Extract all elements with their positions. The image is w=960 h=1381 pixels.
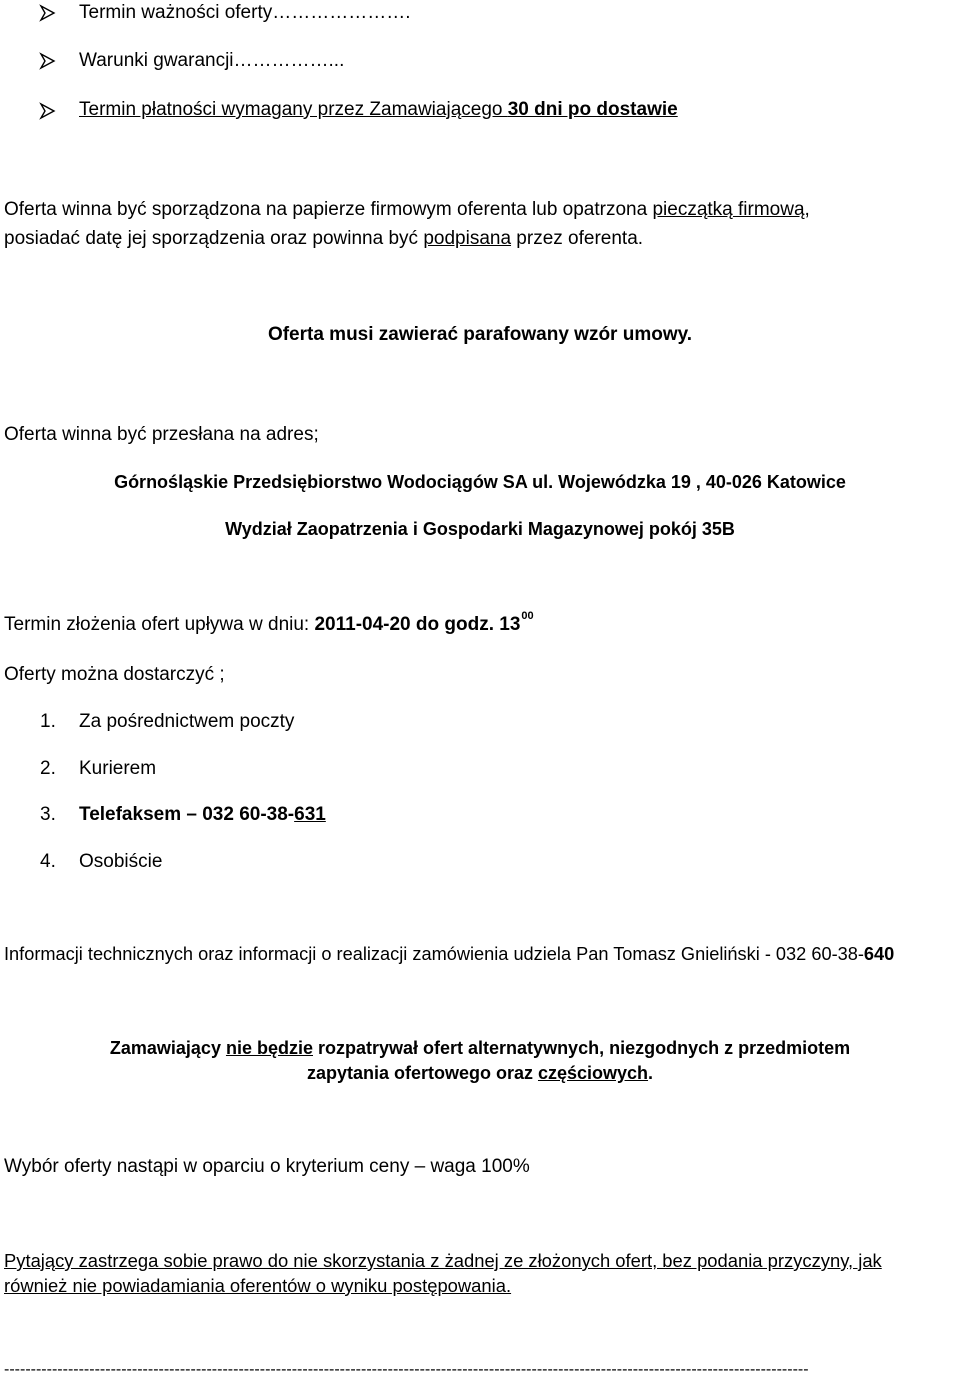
text: Termin złożenia ofert upływa w dniu: xyxy=(4,614,315,635)
text: 631 xyxy=(294,804,326,825)
offer-format-line1 xyxy=(4,199,810,221)
reservation-line2: również nie powiadamiania oferentów o wyniku postępowania. xyxy=(4,1275,512,1296)
deadline-line xyxy=(4,610,534,636)
list-item-num: 1. xyxy=(40,711,56,732)
text: , xyxy=(804,199,810,220)
text: Telefaksem – 032 60-38- xyxy=(79,804,295,825)
list-item-num: 4. xyxy=(40,851,56,872)
list-item-fax xyxy=(79,804,326,826)
arrowhead-bullet-icon xyxy=(38,102,56,120)
offer-format-line2 xyxy=(4,228,643,250)
list-item: Za pośrednictwem poczty xyxy=(79,711,295,732)
payment-prefix: Termin płatności wymagany przez Zamawiającego xyxy=(79,99,508,120)
selection-criterion: Wybór oferty nastąpi w oparciu o kryterium ceny – waga 100% xyxy=(4,1156,530,1177)
list-item: Kurierem xyxy=(79,758,157,779)
text: Oferta musi zawierać parafowany wzór umowy. xyxy=(267,324,693,345)
text: posiadać datę jej sporządzenia oraz powinna być xyxy=(4,228,424,249)
text: . xyxy=(648,1063,654,1083)
text: przez oferenta. xyxy=(511,228,644,249)
list-item-num: 2. xyxy=(40,758,56,779)
dashed-divider: ------------------------------------------------------------------------------------------------------------------------------------------------------- xyxy=(4,1361,809,1378)
arrowhead-bullet-icon xyxy=(38,4,56,22)
deadline-minutes: 00 xyxy=(521,610,534,622)
text: Wydział Zaopatrzenia i Gospodarki Magazynowej pokój 35B xyxy=(225,519,735,539)
delivery-intro: Oferty można dostarczyć ; xyxy=(4,664,225,685)
list-item: Osobiście xyxy=(79,851,163,872)
text: Wojewódzka 19 , 40-026 Katowice xyxy=(553,472,846,492)
text: zapytania ofertowego oraz xyxy=(306,1063,538,1083)
deadline-date: 2011-04-20 do godz. 13 xyxy=(314,614,521,635)
address-line1 xyxy=(0,472,960,493)
signed-text: podpisana xyxy=(423,228,512,249)
text: 640 xyxy=(863,944,895,964)
alternatives-line1 xyxy=(0,1038,960,1059)
text: Górnośląskie Przedsiębiorstwo Wodociągów SA ul. xyxy=(114,472,554,492)
reservation-line1: Pytający zastrzega sobie prawo do nie skorzystania z żadnej ze złożonych ofert, bez podania przyczyny, jak xyxy=(4,1250,882,1271)
text: rozpatrywał ofert alternatywnych, niezgodnych z przedmiotem xyxy=(313,1038,851,1058)
text: Informacji technicznych oraz informacji o realizacji zamówienia udziela Pan Tomasz Gnieliński - 032 60-38- xyxy=(4,944,864,964)
address-line2 xyxy=(0,519,960,540)
alternatives-line2 xyxy=(0,1063,960,1084)
stamp-link-text: pieczątką firmową xyxy=(652,199,805,220)
text: nie będzie xyxy=(225,1038,313,1058)
text: Zamawiający xyxy=(109,1038,226,1058)
technical-info xyxy=(4,944,894,965)
contract-initialed-note xyxy=(0,324,960,346)
text: częściowych xyxy=(537,1063,649,1083)
bullet-payment-term xyxy=(79,99,678,121)
bullet-warranty: Warunki gwarancji……………... xyxy=(79,50,345,71)
bullet-validity: Termin ważności oferty…………………. xyxy=(79,2,411,23)
payment-days: 30 dni po dostawie xyxy=(507,99,678,120)
list-item-num: 3. xyxy=(40,804,56,825)
arrowhead-bullet-icon xyxy=(38,52,56,70)
address-intro: Oferta winna być przesłana na adres; xyxy=(4,424,319,445)
text: Oferta winna być sporządzona na papierze firmowym oferenta lub opatrzona xyxy=(4,199,653,220)
